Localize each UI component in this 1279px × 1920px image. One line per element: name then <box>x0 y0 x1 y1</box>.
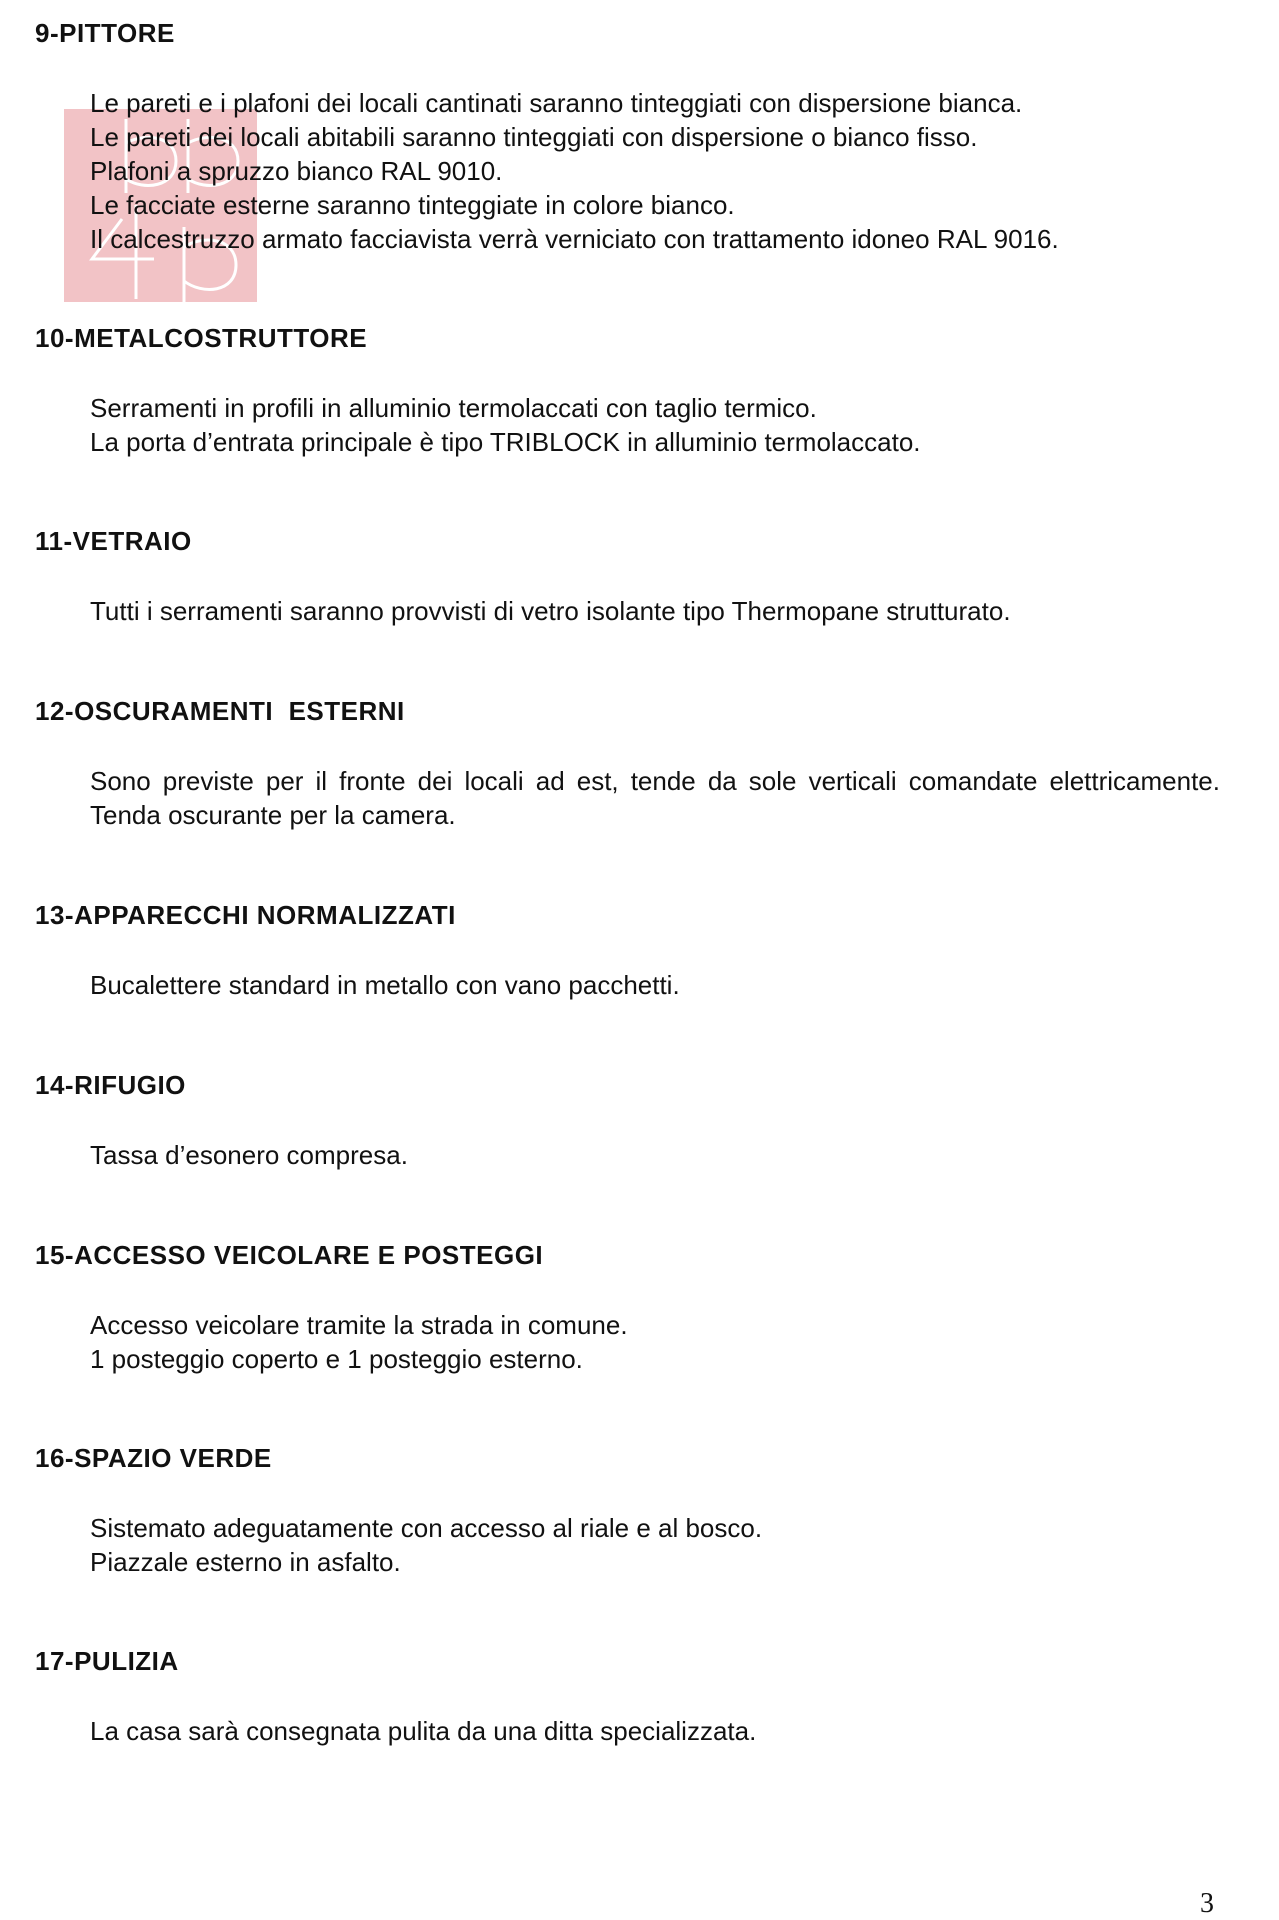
section-heading: 16-SPAZIO VERDE <box>35 1443 272 1473</box>
section-heading: 12-OSCURAMENTI ESTERNI <box>35 696 405 726</box>
section-heading: 17-PULIZIA <box>35 1646 179 1676</box>
section-text: Bucalettere standard in metallo con vano pacchetti. <box>90 970 680 1000</box>
page-number: 3 <box>1200 1888 1214 1919</box>
section-text: Le pareti e i plafoni dei locali cantinati saranno tinteggiati con dispersione bianca. Le pareti dei locali abitabili saranno tinteggiati con dispersione o bianco fisso. Plafoni a spruzzo bianco RAL 9010. Le facciate esterne saranno tinteggiate in colore bianco. Il calcestruzzo armato facciavista verrà verniciato con trattamento idoneo RAL 9016. <box>90 88 1059 254</box>
section-text: Serramenti in profili in alluminio termolaccati con taglio termico. La porta d’entrata principale è tipo TRIBLOCK in alluminio termolaccato. <box>90 393 921 457</box>
section-heading: 15-ACCESSO VEICOLARE E POSTEGGI <box>35 1240 544 1270</box>
section-text: Sistemato adeguatamente con accesso al riale e al bosco. Piazzale esterno in asfalto. <box>90 1513 763 1577</box>
section-heading: 9-PITTORE <box>35 18 175 48</box>
section-text: Tutti i serramenti saranno provvisti di vetro isolante tipo Thermopane strutturato. <box>90 596 1011 626</box>
section-heading: 11-VETRAIO <box>35 526 192 556</box>
section-heading: 10-METALCOSTRUTTORE <box>35 323 368 353</box>
section-text: Sono previste per il fronte dei locali ad est, tende da sole verticali comandate elettricamente. Tenda oscurante per la camera. <box>90 766 1220 830</box>
section-heading: 13-APPARECCHI NORMALIZZATI <box>35 900 456 930</box>
section-text: La casa sarà consegnata pulita da una ditta specializzata. <box>90 1716 757 1746</box>
section-heading: 14-RIFUGIO <box>35 1070 186 1100</box>
section-text: Tassa d’esonero compresa. <box>90 1140 408 1170</box>
section-text: Accesso veicolare tramite la strada in comune. 1 posteggio coperto e 1 posteggio esterno. <box>90 1310 628 1374</box>
